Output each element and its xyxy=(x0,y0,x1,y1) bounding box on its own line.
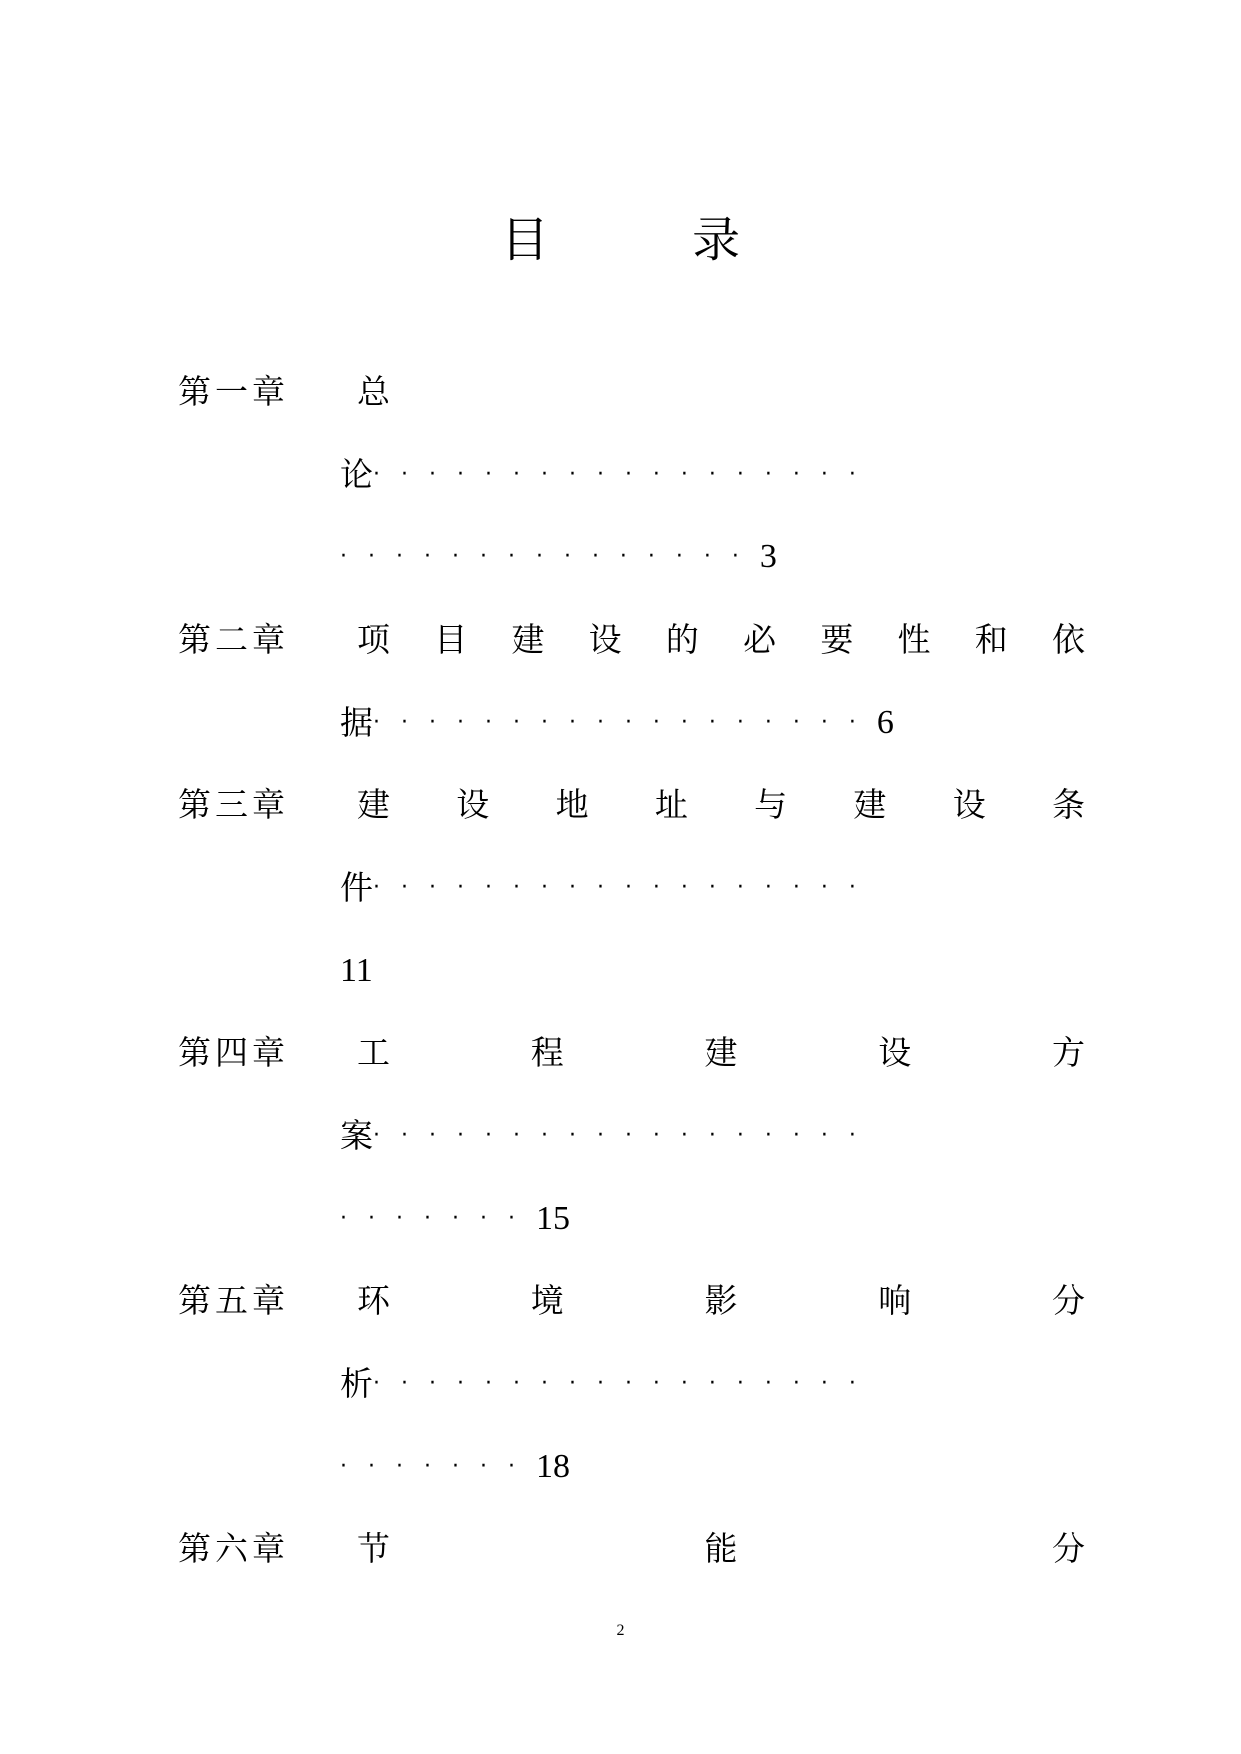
title-char: 建 xyxy=(511,620,545,659)
title-char: 设 xyxy=(588,620,622,659)
chapter-5-label: 第五章 xyxy=(178,1281,289,1320)
title-char: 设 xyxy=(456,785,490,824)
dot-leader: ······· xyxy=(340,1454,536,1479)
chapter-4-page-line xyxy=(340,1197,570,1241)
chapter-2-continuation xyxy=(340,701,894,745)
title-char: 建 xyxy=(357,785,390,824)
chapter-2-cont-char: 据 xyxy=(340,703,373,742)
chapter-3-cont-char: 件 xyxy=(340,868,373,907)
title-char: 设 xyxy=(878,1033,912,1072)
dot-leader: ·················· xyxy=(373,710,877,735)
footer-page-number: 2 xyxy=(616,1622,625,1639)
chapter-4-continuation xyxy=(340,1114,877,1158)
title-char: 与 xyxy=(754,785,788,824)
dot-leader: ··············· xyxy=(340,544,760,569)
chapter-3-continuation xyxy=(340,866,877,910)
chapter-4-label: 第四章 xyxy=(178,1033,289,1072)
title-char: 性 xyxy=(897,620,931,659)
chapter-1-label: 第一章 xyxy=(178,372,289,411)
chapter-2-page-number: 6 xyxy=(876,704,894,741)
title-char: 项 xyxy=(357,620,390,659)
title-char: 分 xyxy=(1052,1281,1085,1320)
title-char: 的 xyxy=(665,620,699,659)
chapter-1-continuation xyxy=(340,453,877,497)
chapter-5-page-number: 18 xyxy=(535,1448,570,1485)
title-char: 节 xyxy=(357,1529,390,1568)
title-char: 影 xyxy=(704,1281,738,1320)
dot-leader: ······· xyxy=(340,1206,536,1231)
title-char: 能 xyxy=(704,1529,738,1568)
title-char: 条 xyxy=(1051,785,1085,824)
dot-leader: ·················· xyxy=(373,1371,877,1396)
chapter-2-label: 第二章 xyxy=(178,620,289,659)
chapter-6-title xyxy=(357,1527,1085,1571)
title-char: 建 xyxy=(853,785,887,824)
chapter-5-page-line xyxy=(340,1445,570,1489)
title-char: 址 xyxy=(654,785,688,824)
dot-leader: ·················· xyxy=(373,1123,877,1148)
chapter-3-page-number: 11 xyxy=(340,952,373,989)
title-char: 要 xyxy=(820,620,854,659)
title-char: 设 xyxy=(952,785,986,824)
dot-leader: ·················· xyxy=(373,462,877,487)
title-char: 分 xyxy=(1052,1529,1085,1568)
title-char: 程 xyxy=(530,1033,564,1072)
dot-leader: ·················· xyxy=(373,875,877,900)
chapter-5-cont-char: 析 xyxy=(340,1364,373,1403)
chapter-4-cont-char: 案 xyxy=(340,1116,373,1155)
chapter-4-page-number: 15 xyxy=(535,1200,570,1237)
title-char: 工 xyxy=(357,1033,390,1072)
title-char: 和 xyxy=(974,620,1008,659)
chapter-1-title: 总 xyxy=(357,372,390,411)
title-char: 建 xyxy=(704,1033,738,1072)
title-char: 目 xyxy=(434,620,468,659)
title-char: 方 xyxy=(1052,1033,1085,1072)
title-char: 依 xyxy=(1051,620,1085,659)
title-char: 境 xyxy=(530,1281,564,1320)
chapter-3-page-line xyxy=(340,949,373,993)
title-char: 响 xyxy=(878,1281,912,1320)
chapter-2-title xyxy=(357,618,1085,662)
chapter-6-label: 第六章 xyxy=(178,1529,289,1568)
chapter-1-page-line xyxy=(340,535,777,579)
chapter-4-title xyxy=(357,1031,1085,1075)
page-title: 目 录 xyxy=(500,212,805,268)
title-char: 环 xyxy=(357,1281,390,1320)
chapter-5-continuation xyxy=(340,1362,877,1406)
chapter-5-title xyxy=(357,1279,1085,1323)
chapter-3-label: 第三章 xyxy=(178,785,289,824)
chapter-3-title xyxy=(357,783,1085,827)
title-char: 地 xyxy=(555,785,589,824)
chapter-1-cont-char: 论 xyxy=(340,455,373,494)
title-char: 必 xyxy=(743,620,777,659)
chapter-1-page-number: 3 xyxy=(759,538,777,575)
